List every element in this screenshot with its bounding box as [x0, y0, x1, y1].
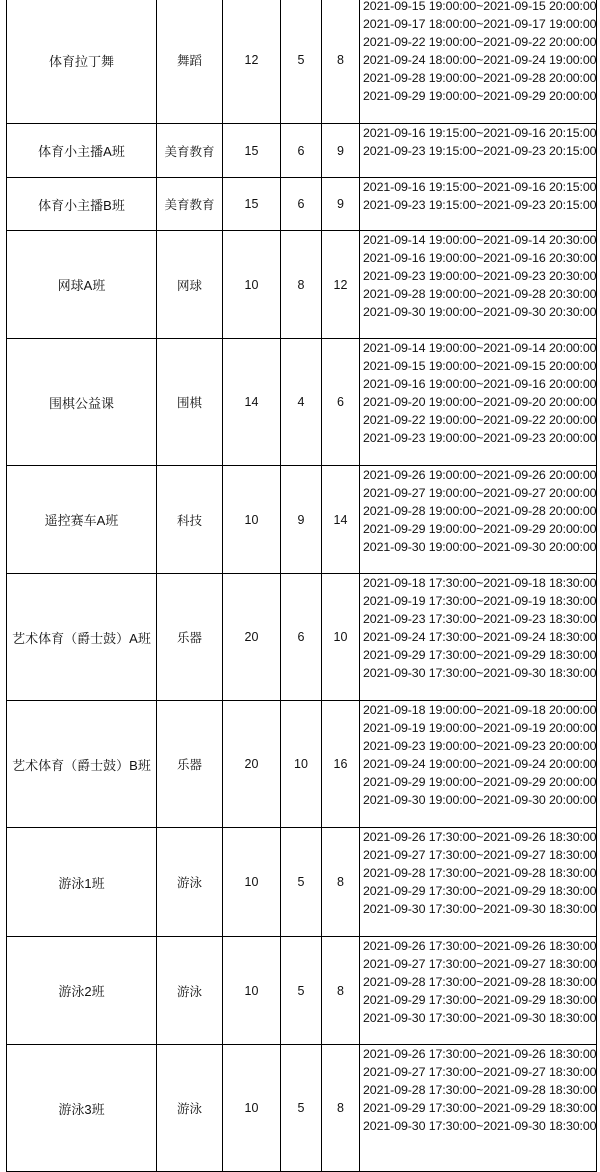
course-name-cell: 体育小主播A班 — [7, 124, 157, 178]
category-cell: 美育教育 — [157, 178, 223, 231]
time-slot: 2021-09-30 19:00:00~2021-09-30 20:00:00 — [363, 793, 597, 807]
hours-cell: 9 — [322, 124, 360, 178]
time-slot: 2021-09-14 19:00:00~2021-09-14 20:00:00 — [363, 341, 597, 355]
hours-cell: 8 — [322, 828, 360, 937]
quota-cell: 15 — [223, 178, 281, 231]
table-row — [7, 124, 597, 178]
table-row — [7, 231, 597, 339]
time-slot: 2021-09-28 19:00:00~2021-09-28 20:00:00 — [363, 71, 597, 85]
schedule-cell — [360, 0, 597, 124]
sessions-cell: 5 — [281, 828, 322, 937]
sessions-cell: 6 — [281, 574, 322, 701]
quota-cell: 14 — [223, 339, 281, 466]
time-slot: 2021-09-23 19:15:00~2021-09-23 20:15:00 — [363, 198, 597, 212]
time-slot: 2021-09-29 17:30:00~2021-09-29 18:30:00 — [363, 1101, 597, 1115]
schedule-cell — [360, 701, 597, 828]
table-row — [7, 0, 597, 124]
schedule-cell — [360, 231, 597, 339]
table-row — [7, 828, 597, 937]
time-slot: 2021-09-30 17:30:00~2021-09-30 18:30:00 — [363, 1119, 597, 1133]
category-cell: 乐器 — [157, 701, 223, 828]
course-name-cell: 遥控赛车A班 — [7, 466, 157, 574]
table-row — [7, 1045, 597, 1172]
table-row — [7, 339, 597, 466]
hours-cell: 8 — [322, 0, 360, 124]
time-slot: 2021-09-23 19:00:00~2021-09-23 20:00:00 — [363, 431, 597, 445]
time-slot: 2021-09-22 19:00:00~2021-09-22 20:00:00 — [363, 35, 597, 49]
time-slot: 2021-09-30 17:30:00~2021-09-30 18:30:00 — [363, 902, 597, 916]
quota-cell: 12 — [223, 0, 281, 124]
time-slot: 2021-09-26 17:30:00~2021-09-26 18:30:00 — [363, 1047, 597, 1061]
time-slot: 2021-09-23 17:30:00~2021-09-23 18:30:00 — [363, 612, 597, 626]
time-slot: 2021-09-28 17:30:00~2021-09-28 18:30:00 — [363, 975, 597, 989]
sessions-cell: 5 — [281, 937, 322, 1045]
time-slot: 2021-09-24 19:00:00~2021-09-24 20:00:00 — [363, 757, 597, 771]
time-slot: 2021-09-29 19:00:00~2021-09-29 20:00:00 — [363, 522, 597, 536]
time-slot: 2021-09-15 19:00:00~2021-09-15 20:00:00 — [363, 0, 597, 13]
category-cell: 围棋 — [157, 339, 223, 466]
course-name-cell: 游泳3班 — [7, 1045, 157, 1172]
category-cell: 科技 — [157, 466, 223, 574]
schedule-cell — [360, 937, 597, 1045]
time-slot: 2021-09-30 19:00:00~2021-09-30 20:30:00 — [363, 305, 597, 319]
time-slot: 2021-09-26 17:30:00~2021-09-26 18:30:00 — [363, 939, 597, 953]
time-slot: 2021-09-24 18:00:00~2021-09-24 19:00:00 — [363, 53, 597, 67]
quota-cell: 15 — [223, 124, 281, 178]
table-row — [7, 178, 597, 231]
time-slot: 2021-09-27 17:30:00~2021-09-27 18:30:00 — [363, 848, 597, 862]
category-cell: 游泳 — [157, 828, 223, 937]
schedule-cell — [360, 828, 597, 937]
hours-cell: 9 — [322, 178, 360, 231]
time-slot: 2021-09-29 17:30:00~2021-09-29 18:30:00 — [363, 648, 597, 662]
time-slot: 2021-09-16 19:15:00~2021-09-16 20:15:00 — [363, 180, 597, 194]
category-cell: 乐器 — [157, 574, 223, 701]
sessions-cell: 8 — [281, 231, 322, 339]
schedule-cell — [360, 574, 597, 701]
time-slot: 2021-09-28 19:00:00~2021-09-28 20:00:00 — [363, 504, 597, 518]
course-name-cell: 艺术体育（爵士鼓）B班 — [7, 701, 157, 828]
time-slot: 2021-09-30 17:30:00~2021-09-30 18:30:00 — [363, 1011, 597, 1025]
table-row — [7, 937, 597, 1045]
time-slot: 2021-09-15 19:00:00~2021-09-15 20:00:00 — [363, 359, 597, 373]
time-slot: 2021-09-19 19:00:00~2021-09-19 20:00:00 — [363, 721, 597, 735]
course-schedule-table — [6, 0, 597, 1172]
table-row — [7, 701, 597, 828]
course-name-cell: 游泳1班 — [7, 828, 157, 937]
time-slot: 2021-09-28 17:30:00~2021-09-28 18:30:00 — [363, 866, 597, 880]
time-slot: 2021-09-26 19:00:00~2021-09-26 20:00:00 — [363, 468, 597, 482]
table-row — [7, 574, 597, 701]
time-slot: 2021-09-29 17:30:00~2021-09-29 18:30:00 — [363, 884, 597, 898]
schedule-cell — [360, 466, 597, 574]
time-slot: 2021-09-28 17:30:00~2021-09-28 18:30:00 — [363, 1083, 597, 1097]
sessions-cell: 6 — [281, 178, 322, 231]
course-name-cell: 体育拉丁舞 — [7, 0, 157, 124]
time-slot: 2021-09-16 19:00:00~2021-09-16 20:30:00 — [363, 251, 597, 265]
time-slot: 2021-09-29 17:30:00~2021-09-29 18:30:00 — [363, 993, 597, 1007]
schedule-cell — [360, 124, 597, 178]
hours-cell: 14 — [322, 466, 360, 574]
time-slot: 2021-09-30 17:30:00~2021-09-30 18:30:00 — [363, 666, 597, 680]
course-name-cell: 网球A班 — [7, 231, 157, 339]
schedule-cell — [360, 178, 597, 231]
quota-cell: 10 — [223, 1045, 281, 1172]
quota-cell: 10 — [223, 828, 281, 937]
time-slot: 2021-09-16 19:15:00~2021-09-16 20:15:00 — [363, 126, 597, 140]
time-slot: 2021-09-28 19:00:00~2021-09-28 20:30:00 — [363, 287, 597, 301]
time-slot: 2021-09-16 19:00:00~2021-09-16 20:00:00 — [363, 377, 597, 391]
time-slot: 2021-09-30 19:00:00~2021-09-30 20:00:00 — [363, 540, 597, 554]
category-cell: 网球 — [157, 231, 223, 339]
category-cell: 舞蹈 — [157, 0, 223, 124]
hours-cell: 16 — [322, 701, 360, 828]
time-slot: 2021-09-23 19:15:00~2021-09-23 20:15:00 — [363, 144, 597, 158]
time-slot: 2021-09-19 17:30:00~2021-09-19 18:30:00 — [363, 594, 597, 608]
course-name-cell: 围棋公益课 — [7, 339, 157, 466]
course-name-cell: 体育小主播B班 — [7, 178, 157, 231]
category-cell: 美育教育 — [157, 124, 223, 178]
time-slot: 2021-09-27 17:30:00~2021-09-27 18:30:00 — [363, 957, 597, 971]
time-slot: 2021-09-29 19:00:00~2021-09-29 20:00:00 — [363, 775, 597, 789]
time-slot: 2021-09-23 19:00:00~2021-09-23 20:30:00 — [363, 269, 597, 283]
time-slot: 2021-09-18 17:30:00~2021-09-18 18:30:00 — [363, 576, 597, 590]
hours-cell: 8 — [322, 1045, 360, 1172]
category-cell: 游泳 — [157, 937, 223, 1045]
time-slot: 2021-09-24 17:30:00~2021-09-24 18:30:00 — [363, 630, 597, 644]
time-slot: 2021-09-29 19:00:00~2021-09-29 20:00:00 — [363, 89, 597, 103]
time-slot: 2021-09-22 19:00:00~2021-09-22 20:00:00 — [363, 413, 597, 427]
sessions-cell: 5 — [281, 0, 322, 124]
sessions-cell: 10 — [281, 701, 322, 828]
time-slot: 2021-09-14 19:00:00~2021-09-14 20:30:00 — [363, 233, 597, 247]
schedule-cell — [360, 339, 597, 466]
time-slot: 2021-09-18 19:00:00~2021-09-18 20:00:00 — [363, 703, 597, 717]
quota-cell: 10 — [223, 466, 281, 574]
course-name-cell: 艺术体育（爵士鼓）A班 — [7, 574, 157, 701]
quota-cell: 10 — [223, 231, 281, 339]
sessions-cell: 9 — [281, 466, 322, 574]
category-cell: 游泳 — [157, 1045, 223, 1172]
time-slot: 2021-09-26 17:30:00~2021-09-26 18:30:00 — [363, 830, 597, 844]
hours-cell: 8 — [322, 937, 360, 1045]
sessions-cell: 5 — [281, 1045, 322, 1172]
quota-cell: 20 — [223, 701, 281, 828]
time-slot: 2021-09-27 17:30:00~2021-09-27 18:30:00 — [363, 1065, 597, 1079]
hours-cell: 6 — [322, 339, 360, 466]
quota-cell: 10 — [223, 937, 281, 1045]
sessions-cell: 6 — [281, 124, 322, 178]
table-row — [7, 466, 597, 574]
time-slot: 2021-09-27 19:00:00~2021-09-27 20:00:00 — [363, 486, 597, 500]
hours-cell: 12 — [322, 231, 360, 339]
time-slot: 2021-09-17 18:00:00~2021-09-17 19:00:00 — [363, 17, 597, 31]
course-name-cell: 游泳2班 — [7, 937, 157, 1045]
time-slot: 2021-09-20 19:00:00~2021-09-20 20:00:00 — [363, 395, 597, 409]
sessions-cell: 4 — [281, 339, 322, 466]
quota-cell: 20 — [223, 574, 281, 701]
table-body — [7, 0, 597, 1172]
time-slot: 2021-09-23 19:00:00~2021-09-23 20:00:00 — [363, 739, 597, 753]
hours-cell: 10 — [322, 574, 360, 701]
schedule-cell — [360, 1045, 597, 1172]
